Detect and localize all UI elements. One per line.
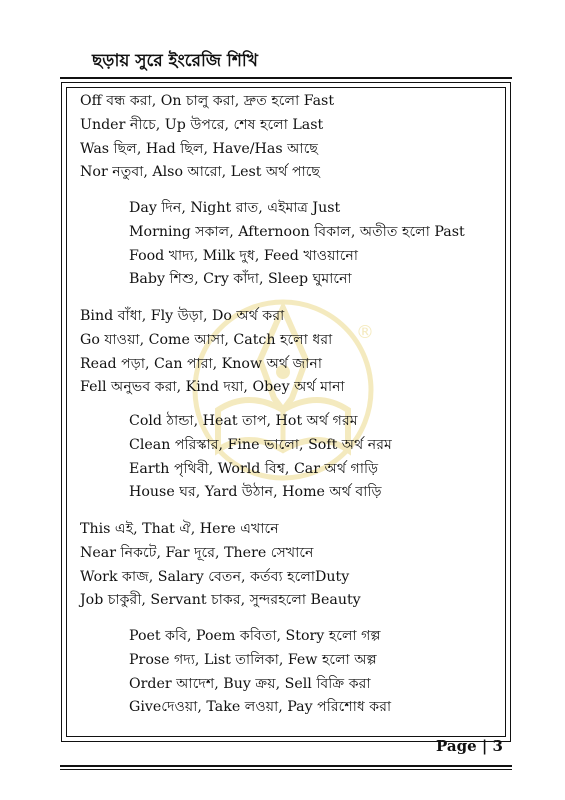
verse-line: Work কাজ, Salary বেতন, কর্তব্য হলোDuty [80,568,350,585]
footer-rule-thin [60,769,512,770]
verse-line: House ঘর, Yard উঠান, Home অর্থ বাড়ি [129,484,382,501]
verse-line: Read পড়া, Can পারা, Know অর্থ জানা [80,355,322,372]
verse-line: Prose গদ্য, List তালিকা, Few হলো অল্প [129,651,377,668]
page-number: Page | 3 [436,737,503,755]
registered-mark: ® [356,322,374,343]
verse-line: Day দিন, Night রাত, এইমাত্র Just [129,200,341,216]
verse-line: Earth পৃথিবী, World বিশ্ব, Car অর্থ গাড়ি [129,460,379,477]
verse-line: Morning সকাল, Afternoon বিকাল, অতীত হলো Past [129,223,465,240]
verse-line: Was ছিল, Had ছিল, Have/Has আছে [80,140,319,157]
stanza-1 [80,90,334,185]
verse-line: Fell অনুভব করা, Kind দয়া, Obey অর্থ মানা [80,379,345,396]
verse-line: Off বন্ধ করা, On চালু করা, দ্রুত হলো Fast [80,93,335,109]
verse-line: Food খাদ্য, Milk দুধ, Feed খাওয়ানো [129,247,358,264]
verse-line: Giveদেওয়া, Take লওয়া, Pay পরিশোধ করা [129,699,392,716]
title-underline [60,77,512,79]
verse-line: Bind বাঁধা, Fly উড়া, Do অর্থ করা [80,308,285,324]
verse-line: Go যাওয়া, Come আসা, Catch হলো ধরা [80,331,333,348]
verse-line: Baby শিশু, Cry কাঁদা, Sleep ঘুমানো [129,271,352,288]
verse-line: Under নীচে, Up উপরে, শেষ হলো Last [80,116,324,133]
page-title: ছড়ায় সুরে ইংরেজি শিখি [92,51,258,71]
stanza-6 [129,625,391,720]
stanza-2 [129,197,465,292]
stanza-5 [80,518,361,613]
footer-rule [60,765,512,767]
verse-line: This এই, That ঐ, Here এখানে [80,521,279,537]
stanza-4 [129,410,392,505]
verse-line: Order আদেশ, Buy ক্রয়, Sell বিক্রি করা [129,675,371,692]
verse-line: Clean পরিস্কার, Fine ভালো, Soft অর্থ নরম [129,436,392,453]
stanza-3 [80,305,345,400]
verse-line: Nor নতুবা, Also আরো, Lest অর্থ পাছে [80,164,321,181]
verse-line: Cold ঠান্ডা, Heat তাপ, Hot অর্থ গরম [129,413,358,429]
verse-line: Near নিকটে, Far দূরে, There সেখানে [80,544,314,561]
verse-line: Job চাকুরী, Servant চাকর, সুন্দরহলো Beauty [80,592,361,609]
verse-line: Poet কবি, Poem কবিতা, Story হলো গল্প [129,628,381,644]
